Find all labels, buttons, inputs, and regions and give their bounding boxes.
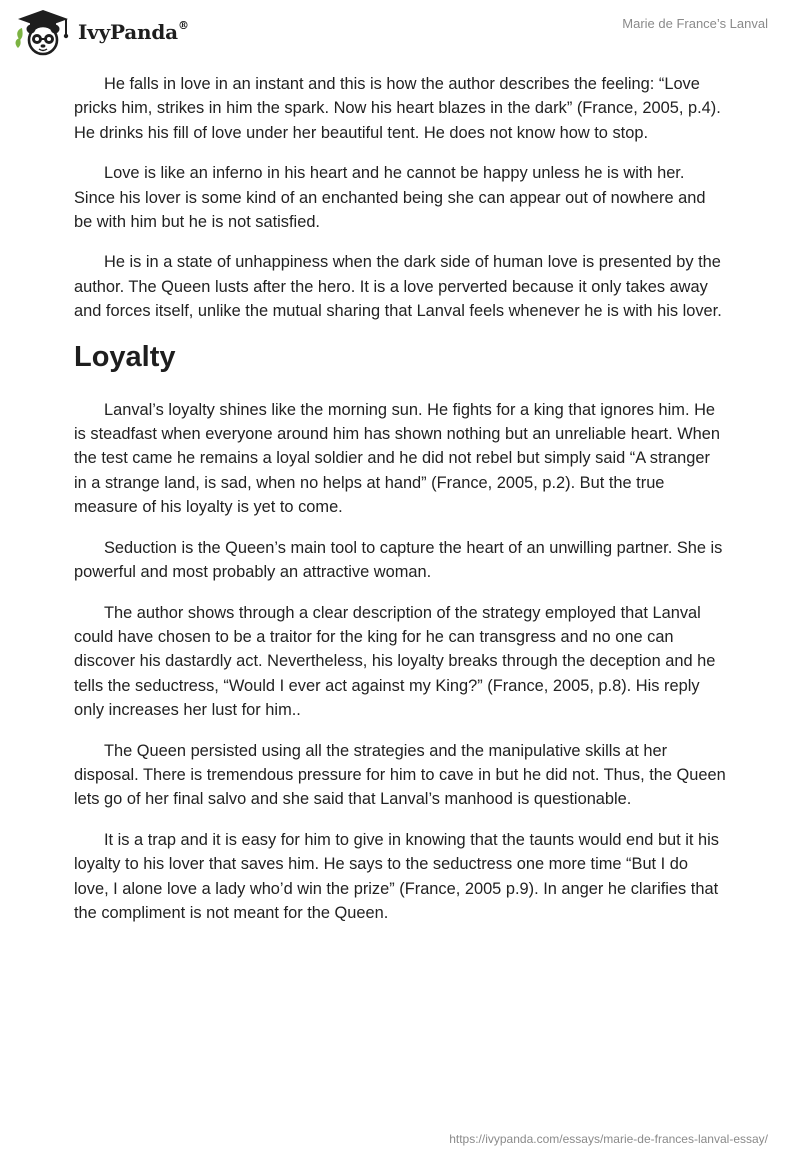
page-header [0,0,800,64]
paragraph: The author shows through a clear description of the strategy employed that Lanval could have chosen to be a traitor for the king for he can transgress and no one can discover his dastardly act. Nevertheless, his loyalty breaks through the deception and he tells the seductress, “Would I ever act against my King?” (France, 2005, p.8). His reply only increases her lust for him.. [74,603,716,720]
paragraph: He is in a state of unhappiness when the dark side of human love is presented by the author. The Queen lusts after the hero. It is a love perverted because it only takes away and forces itself, unlike the mutual sharing that Lanval feels whenever he is with his lover. [74,253,722,321]
source-url[interactable]: https://ivypanda.com/essays/marie-de-frances-lanval-essay/ [449,1132,768,1146]
brand-name: IvyPanda® [78,19,189,44]
panda-graduate-icon [14,8,72,56]
section-heading: Loyalty [74,340,176,373]
paragraph: The Queen persisted using all the strategies and the manipulative skills at her disposal. There is tremendous pressure for him to cave in but he did not. Thus, the Queen lets go of her final salvo and she said that Lanval’s manhood is questionable. [74,741,726,809]
paragraph: It is a trap and it is easy for him to give in knowing that the taunts would end but it his loyalty to his lover that saves him. He says to the seductress one more time “But I do love, I alone love a lady who’d win the prize” (France, 2005 p.9). In anger he clarifies that the compliment is not meant for the Queen. [74,830,719,922]
essay-body [74,72,726,941]
ivypanda-logo[interactable] [14,8,189,56]
paragraph: Love is like an inferno in his heart and he cannot be happy unless he is with her. Since his lover is some kind of an enchanted being she can appear out of nowhere and be with him but he is not satisfied. [74,164,706,232]
paragraph: Lanval’s loyalty shines like the morning sun. He fights for a king that ignores him. He is steadfast when everyone around him has shown nothing but an unreliable heart. When the test came he remains a loyal soldier and he did not rebel but simply said “A stranger in a strange land, is sad, when no helps at hand” (France, 2005, p.2). But the true measure of his loyalty is yet to come. [74,400,721,517]
paragraph: He falls in love in an instant and this is how the author describes the feeling: “Love pricks him, strikes in him the spark. Now his heart blazes in the dark” (France, 2005, p.4). He drinks his fill of love under her beautiful tent. He does not know how to stop. [74,75,721,142]
registered-mark: ® [177,19,189,33]
document-title: Marie de France’s Lanval [622,16,768,31]
paragraph: Seduction is the Queen’s main tool to capture the heart of an unwilling partner. She is powerful and most probably an attractive woman. [74,538,723,582]
